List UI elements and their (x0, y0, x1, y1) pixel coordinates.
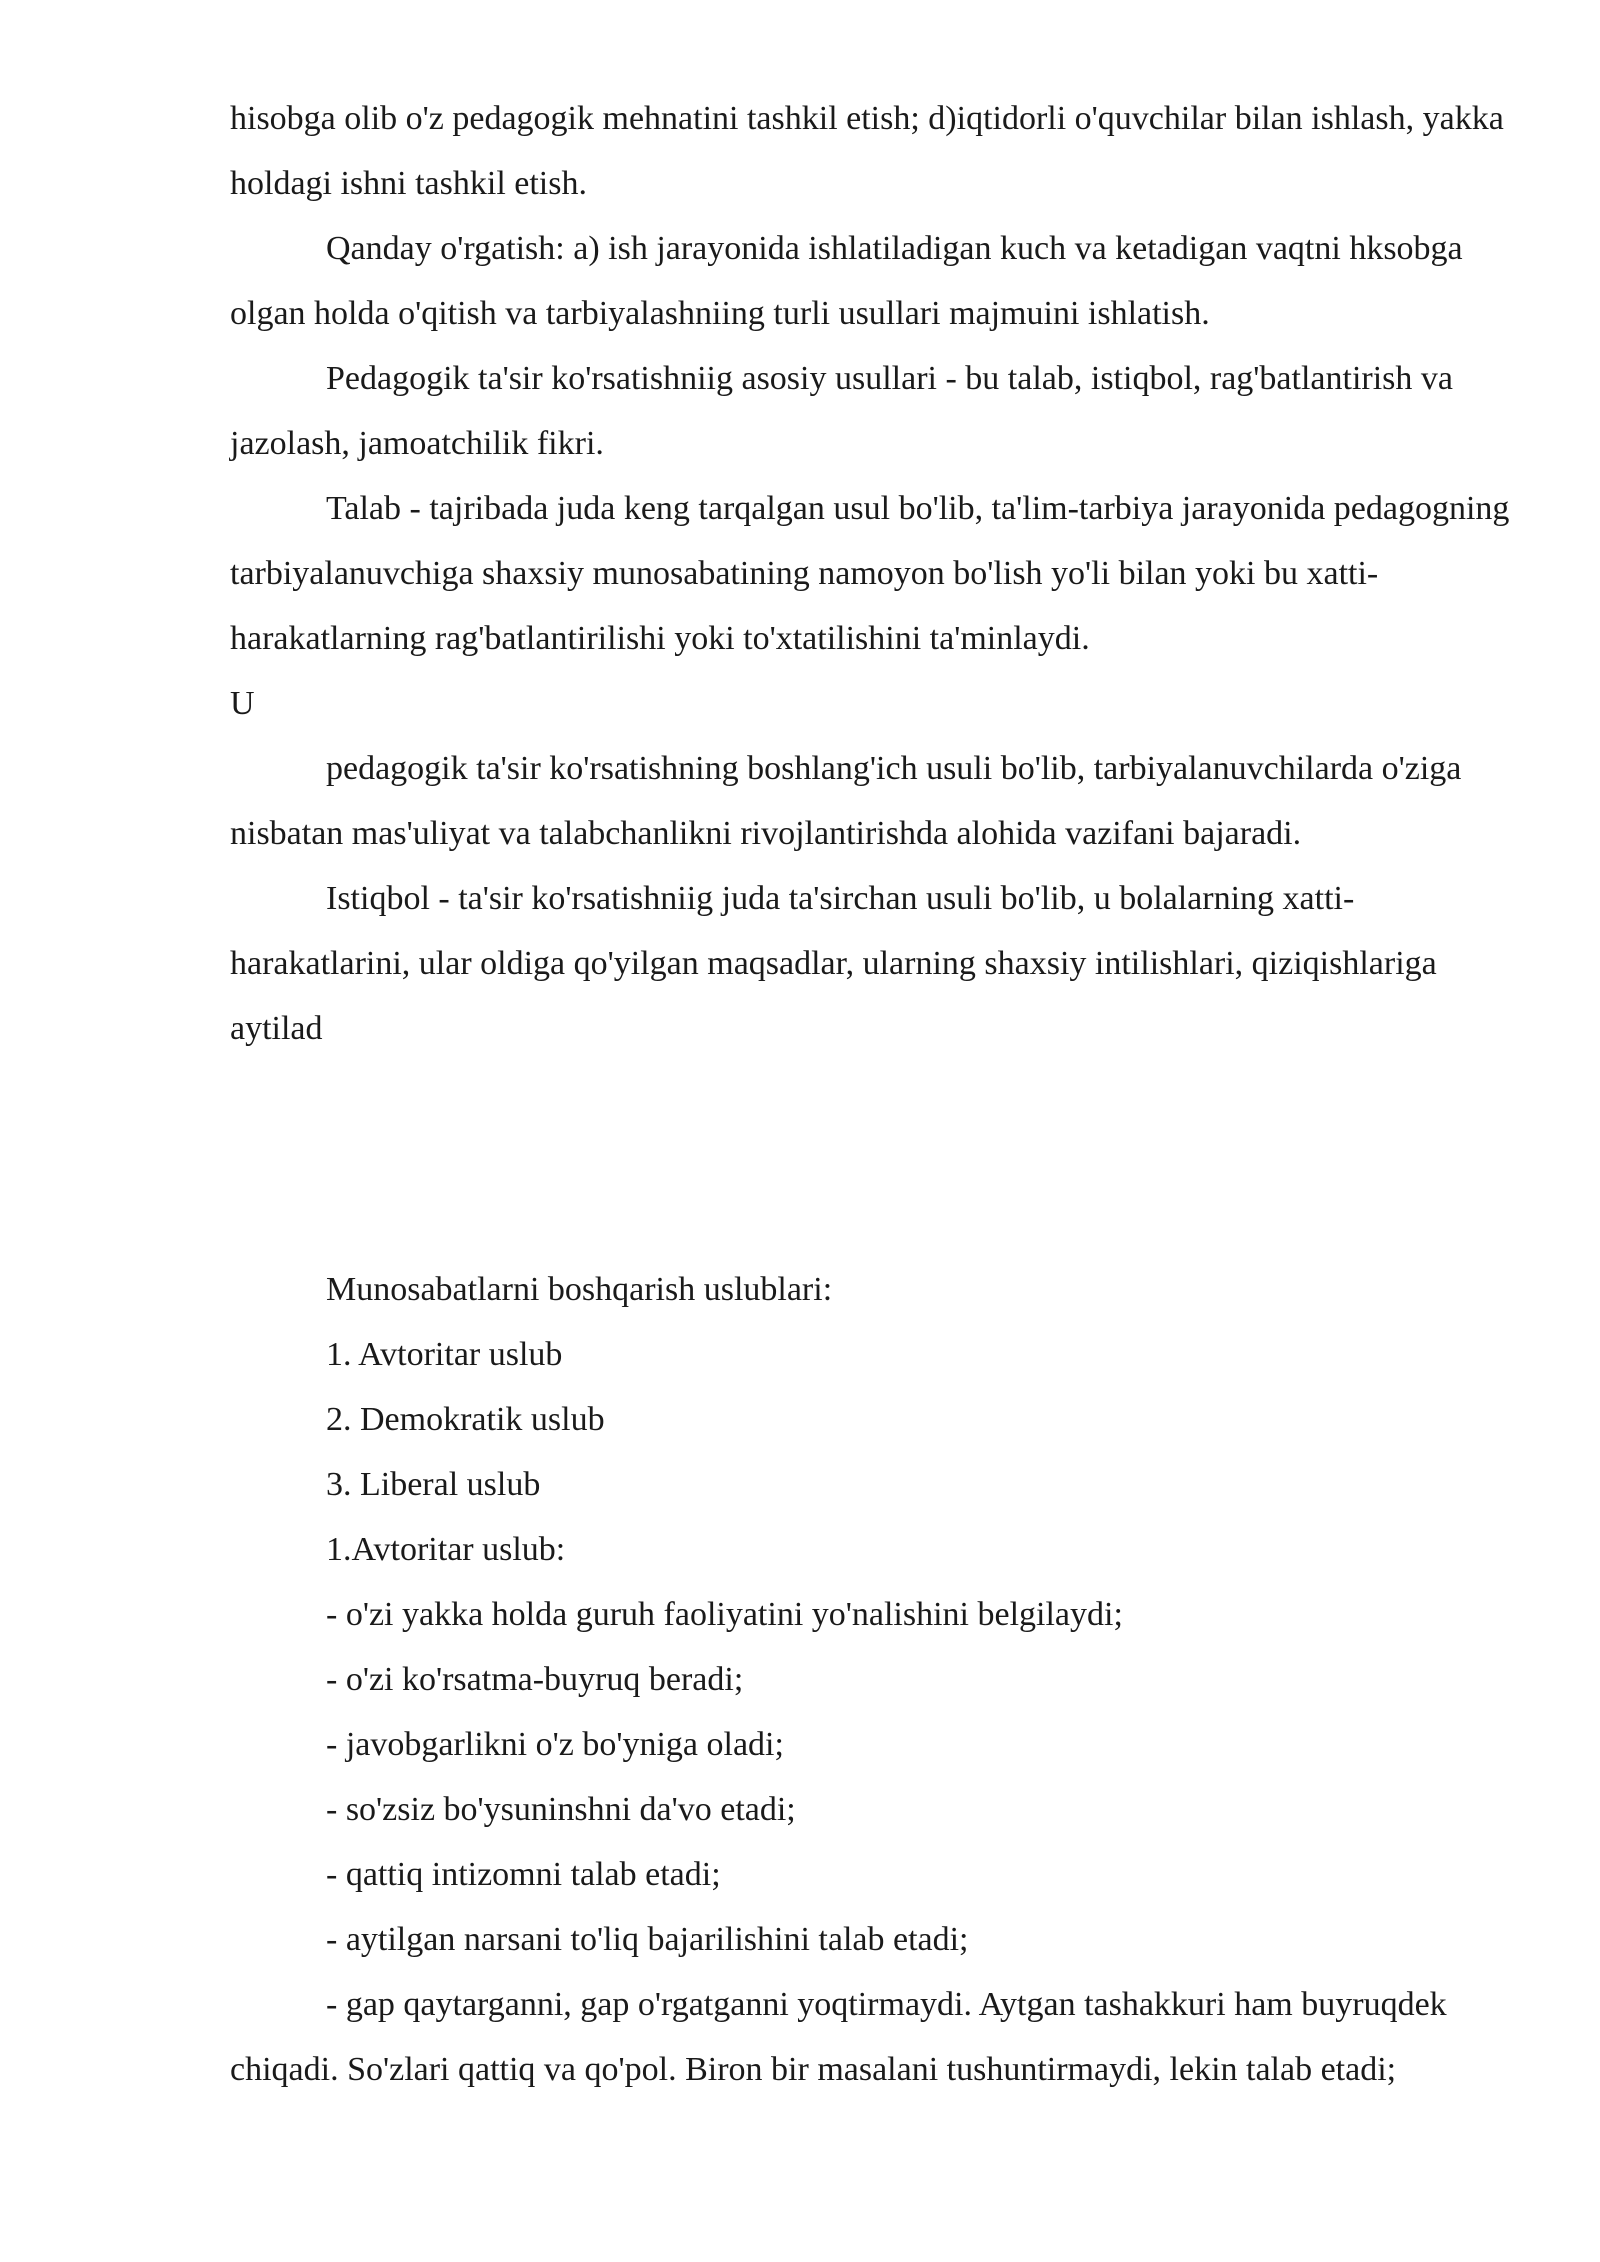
paragraph-continuation: hisobga olib o'z pedagogik mehnatini tashkil etish; d)iqtidorli o'quvchilar bilan ishlash, yakka holdagi ishni tashkil etish. (230, 100, 1504, 202)
styles-list-item: 3. Liberal uslub (326, 1466, 541, 1503)
top-text-section (230, 86, 1510, 1061)
styles-heading: Munosabatlarni boshqarish uslublari: (326, 1271, 833, 1308)
paragraph-qanday-orgatish: Qanday o'rgatish: a) ish jarayonida ishlatiladigan kuch va ketadigan vaqtni hksobga olgan holda o'qitish va tarbiyalashniing turli usullari majmuini ishlatish. (230, 230, 1463, 332)
styles-list-item: 1. Avtoritar uslub (326, 1336, 563, 1373)
authoritarian-item-last: - gap qaytarganni, gap o'rgatganni yoqtirmaydi. Aytgan tashakkuri ham buyruqdek chiqadi. So'zlari qattiq va qo'pol. Biron bir masalani tushuntirmaydi, lekin talab etadi; (230, 1986, 1447, 2088)
authoritarian-item: - o'zi ko'rsatma-buyruq beradi; (326, 1661, 744, 1698)
authoritarian-item: - javobgarlikni o'z bo'yniga oladi; (326, 1726, 784, 1763)
paragraph-pedagogik-tasir: Pedagogik ta'sir ko'rsatishniig asosiy usullari - bu talab, istiqbol, rag'batlantirish va jazolash, jamoatchilik fikri. (230, 360, 1453, 462)
paragraph-talab: Talab - tajribada juda keng tarqalgan usul bo'lib, ta'lim-tarbiya jarayonida pedagogning tarbiyalanuvchiga shaxsiy munosabatining namoyon bo'lish yo'li bilan yoki bu xatti-harakatlarning rag'batlantirilishi yoki to'xtatilishini ta'minlaydi. (230, 490, 1510, 657)
authoritarian-heading: 1.Avtoritar uslub: (326, 1531, 566, 1568)
paragraph-u-fragment: U (230, 685, 255, 722)
authoritarian-item: - qattiq intizomni talab etadi; (326, 1856, 721, 1893)
authoritarian-item: - aytilgan narsani to'liq bajarilishini talab etadi; (326, 1921, 969, 1958)
management-styles-section (230, 1257, 1510, 2102)
authoritarian-item: - o'zi yakka holda guruh faoliyatini yo'nalishini belgilaydi; (326, 1596, 1123, 1633)
styles-list-item: 2. Demokratik uslub (326, 1401, 605, 1438)
paragraph-istiqbol: Istiqbol - ta'sir ko'rsatishniig juda ta'sirchan usuli bo'lib, u bolalarning xatti-harakatlarini, ular oldiga qo'yilgan maqsadlar, ularning shaxsiy intilishlari, qiziqishlariga aytilad (230, 880, 1437, 1047)
authoritarian-item: - so'zsiz bo'ysuninshni da'vo etadi; (326, 1791, 796, 1828)
paragraph-boshlangich-usul: pedagogik ta'sir ko'rsatishning boshlang'ich usuli bo'lib, tarbiyalanuvchilarda o'ziga nisbatan mas'uliyat va talabchanlikni rivojlantirishda alohida vazifani bajaradi. (230, 750, 1462, 852)
